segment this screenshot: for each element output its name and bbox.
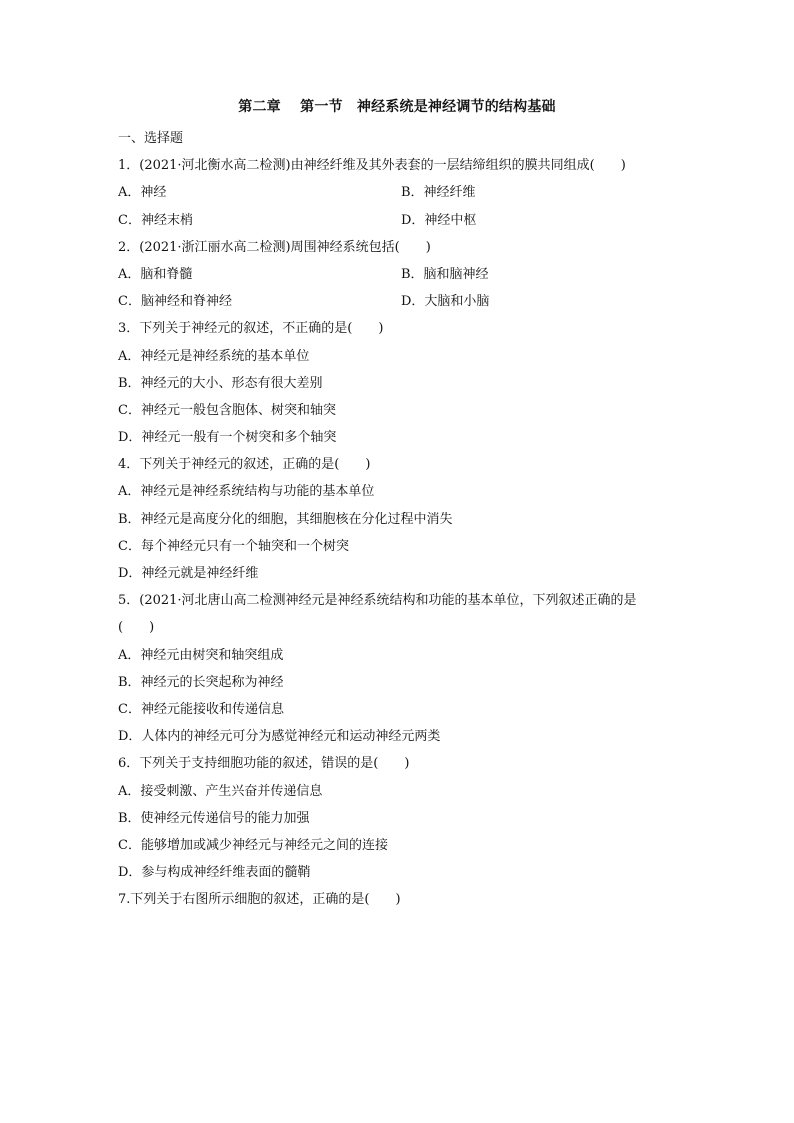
option-c: C．能够增加或减少神经元与神经元之间的连接 <box>118 837 388 853</box>
option-row <box>118 288 688 315</box>
option-a: A．神经元是神经系统结构与功能的基本单位 <box>118 484 375 500</box>
option-a: A．神经 <box>118 185 167 201</box>
option-d: D．神经元一般有一个树突和多个轴突 <box>118 430 337 446</box>
question-stem-7: 7.下列关于右图所示细胞的叙述，正确的是( ) <box>118 892 401 908</box>
option-b: B．神经元是高度分化的细胞，其细胞核在分化过程中消失 <box>118 511 453 527</box>
option-b: B．神经纤维 <box>401 185 476 201</box>
option-b: B．神经元的长突起称为神经 <box>118 674 284 690</box>
option-c: C．每个神经元只有一个轴突和一个树突 <box>118 538 349 554</box>
option-b: B．神经元的大小、形态有很大差别 <box>118 375 323 391</box>
option-c: C．神经元一般包含胞体、树突和轴突 <box>118 402 336 418</box>
option-row <box>118 261 688 288</box>
question-stem-5-continued: ( ) <box>118 620 155 636</box>
question-stem-6: 6．下列关于支持细胞功能的叙述，错误的是( ) <box>118 756 410 772</box>
option-c: C．脑神经和脊神经 <box>118 294 232 310</box>
section-heading: 一、选择题 <box>118 131 184 146</box>
option-c: C．神经元能接收和传递信息 <box>118 701 284 717</box>
question-stem-4: 4．下列关于神经元的叙述，正确的是( ) <box>118 457 371 473</box>
question-list <box>118 125 688 913</box>
option-d: D．人体内的神经元可分为感觉神经元和运动神经元两类 <box>118 729 441 745</box>
option-a: A．接受刺激、产生兴奋并传递信息 <box>118 783 323 799</box>
question-stem-5: 5．(2021·河北唐山高二检测神经元是神经系统结构和功能的基本单位，下列叙述正确的是 <box>118 593 637 609</box>
option-row <box>118 179 688 206</box>
option-d: D．神经元就是神经纤维 <box>118 566 259 581</box>
option-a: A．神经元由树突和轴突组成 <box>118 647 284 663</box>
option-b: B．脑和脑神经 <box>401 266 489 282</box>
option-a: A．神经元是神经系统的基本单位 <box>118 348 310 364</box>
option-d: D．大脑和小脑 <box>401 294 490 310</box>
page-title: 第二章 第一节 神经系统是神经调节的结构基础 <box>238 99 556 115</box>
option-a: A．脑和脊髓 <box>118 266 193 282</box>
question-stem-3: 3．下列关于神经元的叙述，不正确的是( ) <box>118 321 384 337</box>
option-row <box>118 207 688 234</box>
option-c: C．神经末梢 <box>118 212 193 228</box>
option-d: D．神经中枢 <box>401 212 477 228</box>
question-stem-2: 2．(2021·浙江丽水高二检测)周围神经系统包括( ) <box>118 239 431 255</box>
option-b: B．使神经元传递信号的能力加强 <box>118 810 310 826</box>
option-d: D．参与构成神经纤维表面的髓鞘 <box>118 865 311 881</box>
question-stem-1: 1．(2021·河北衡水高二检测)由神经纤维及其外表套的一层结缔组织的膜共同组成( ) <box>118 158 626 174</box>
